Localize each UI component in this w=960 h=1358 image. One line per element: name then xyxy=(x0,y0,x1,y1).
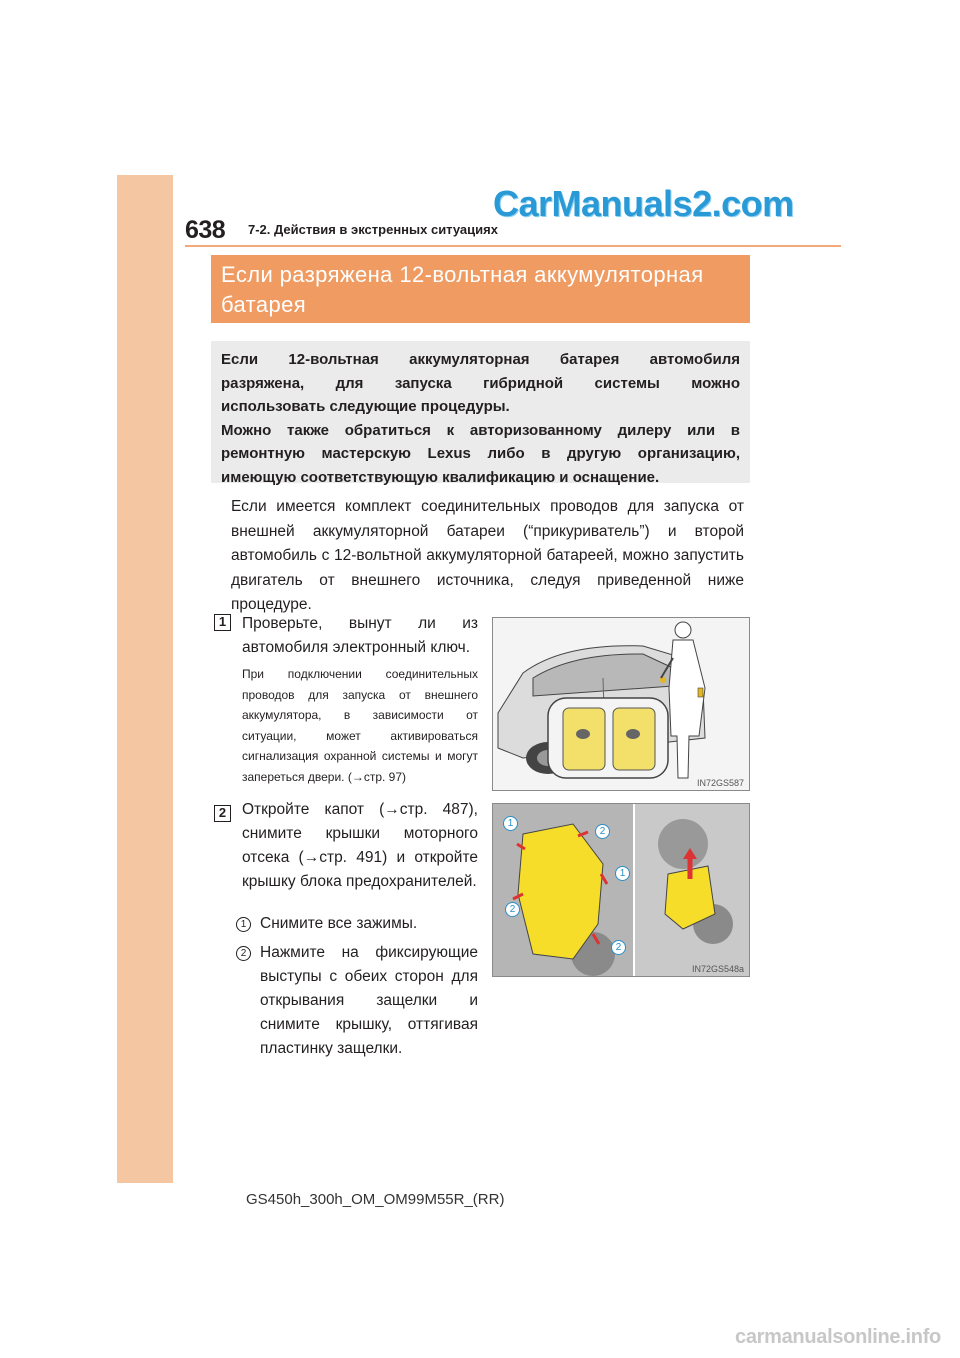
figure-callout: 1 xyxy=(615,866,630,881)
substep-1-text: Снимите все зажимы. xyxy=(260,915,418,932)
info-line: разряжена, для запуска гибридной системы можно xyxy=(221,374,740,392)
substep-1-icon: 1 xyxy=(236,917,251,932)
figure-code: IN72GS587 xyxy=(696,778,744,788)
step-1-badge: 1 xyxy=(214,614,231,631)
substep-2-icon: 2 xyxy=(236,946,251,961)
info-line: ремонтную мастерскую Lexus либо в другую организацию, xyxy=(221,445,740,462)
page-title-line-1: Если разряжена 12-вольтная аккумуляторная xyxy=(221,262,704,287)
info-box xyxy=(211,341,750,486)
page-title xyxy=(211,255,750,323)
figure-code: IN72GS548a xyxy=(691,964,744,974)
section-title: 7-2. Действия в экстренных ситуациях xyxy=(248,222,498,237)
step-2-badge: 2 xyxy=(214,805,231,822)
footer-doc-code: GS450h_300h_OM_OM99M55R_(RR) xyxy=(246,1191,505,1208)
figure-callout: 1 xyxy=(503,816,518,831)
figure-callout: 2 xyxy=(505,902,520,917)
page-title-line-2: батарея xyxy=(221,292,307,317)
info-line: имеющую соответствующую квалификацию и оснащение. xyxy=(221,468,660,486)
substep-2-text: Нажмите на фиксирующие выступы с обеих сторон для открывания защелки и снимите крышку, оттягивая пластинку защелки. xyxy=(260,944,478,1057)
figure-callout: 2 xyxy=(595,824,610,839)
info-line: Если 12-вольтная аккумуляторная батарея автомобиля xyxy=(221,351,740,368)
header-divider xyxy=(185,245,841,247)
figure-callout: 2 xyxy=(611,940,626,955)
info-line: использовать следующие процедуры. xyxy=(221,398,510,415)
info-line: Можно также обратиться к авторизованному дилеру или в xyxy=(221,421,740,439)
side-tab-strip xyxy=(117,175,173,1183)
watermark-logo[interactable]: CarManuals2.com xyxy=(493,183,794,224)
car-key-illustration xyxy=(493,618,750,791)
step-1-note: При подключении соединительных проводов для запуска от внешнего аккумулятора, в зависимости от ситуации, может активироваться сигнализация охранной системы и могут запереться двери. (→стр. 97) xyxy=(242,667,478,784)
step-2-text: Откройте капот (→стр. 487), снимите крышки моторного отсека (→стр. 491) и откройте крышку блока предохранителей. xyxy=(242,801,478,890)
watermark-bottom[interactable]: carmanualsonline.info xyxy=(735,1326,941,1348)
figure-fuse-box xyxy=(492,803,750,977)
figure-car-key xyxy=(492,617,750,791)
step-1-text: Проверьте, вынут ли из автомобиля электронный ключ. xyxy=(242,615,478,656)
intro-paragraph: Если имеется комплект соединительных проводов для запуска от внешней аккумуляторной батареи (“прикуриватель”) и второй автомобиль с 12-вольтной аккумуляторной батареей, можно запустить двигатель от внешнего источника, следуя приведенной ниже процедуре. xyxy=(231,498,744,613)
page-number: 638 xyxy=(185,216,226,244)
